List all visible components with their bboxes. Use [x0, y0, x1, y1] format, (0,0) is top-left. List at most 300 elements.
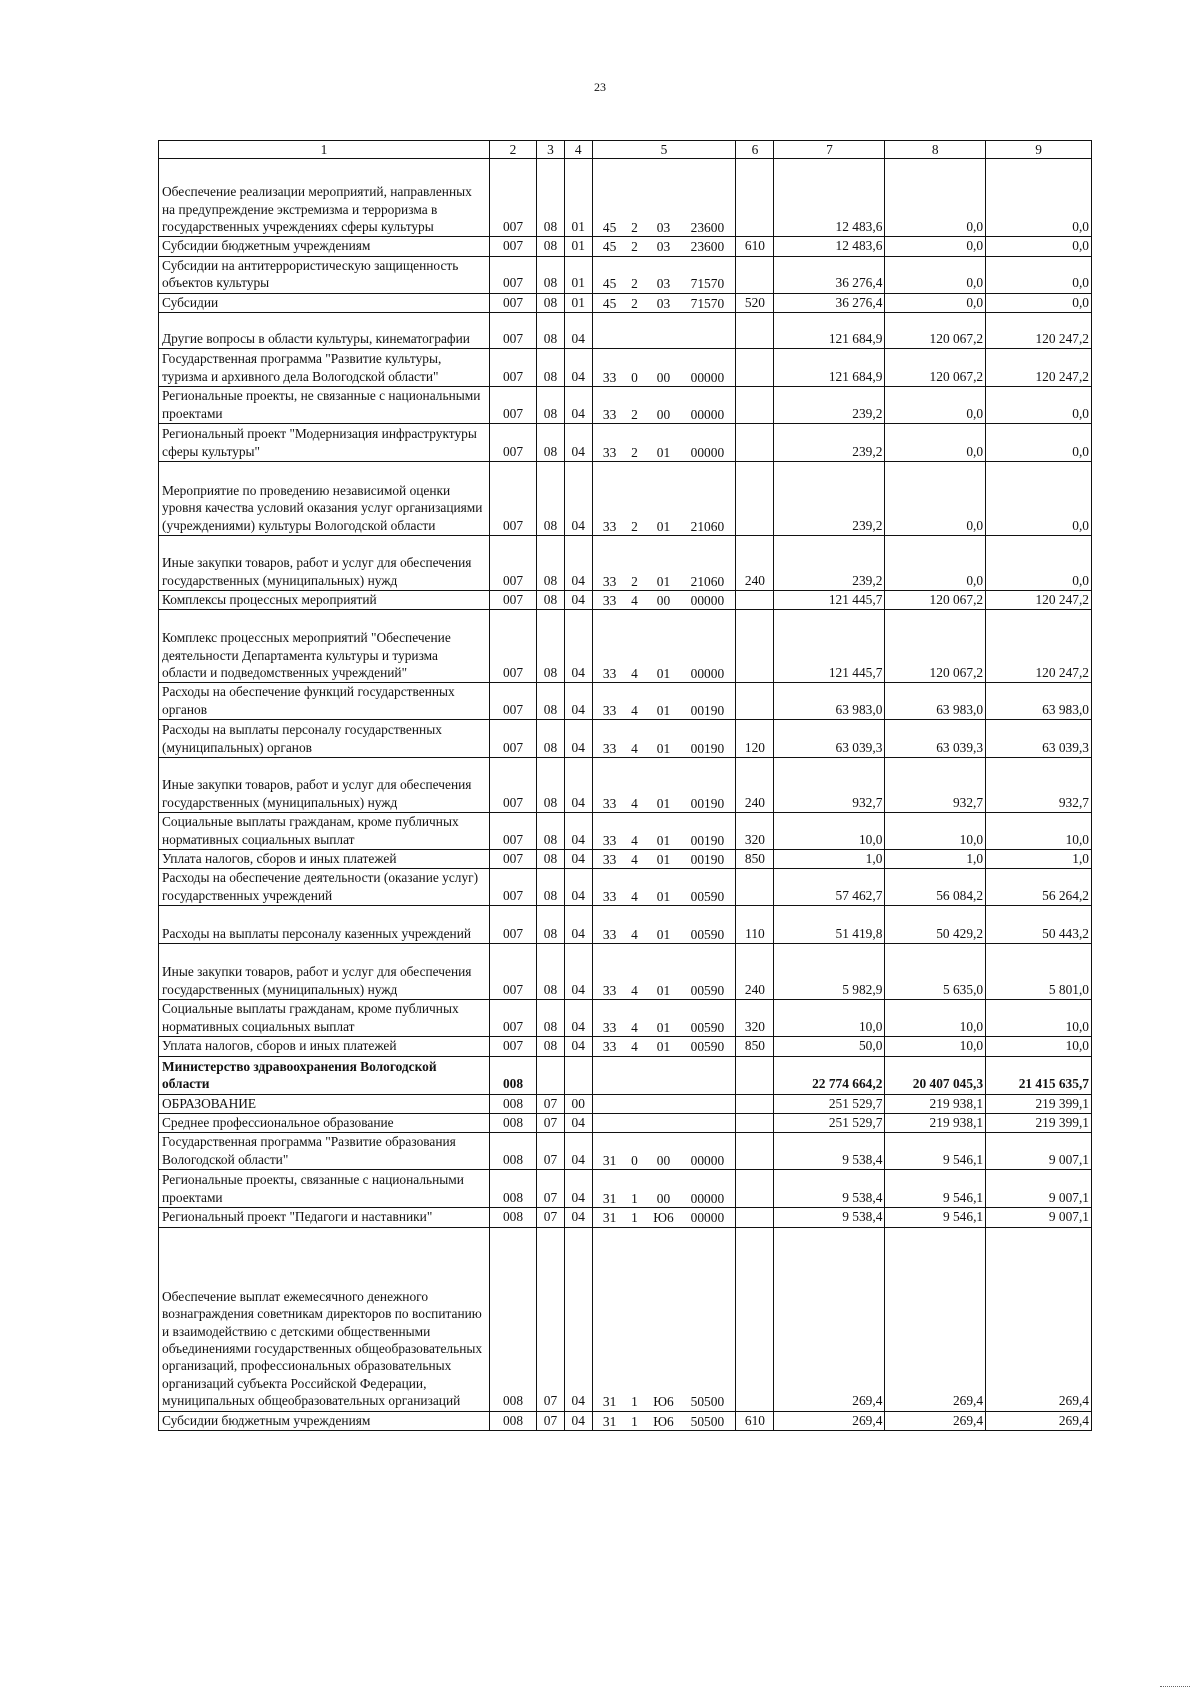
- target-code-part: 00000: [690, 665, 725, 681]
- target-code-part: 03: [656, 220, 671, 235]
- row-code-cell: 07: [537, 1094, 565, 1113]
- row-code-cell: 007: [489, 590, 536, 609]
- row-amount-cell: 121 684,9: [774, 349, 885, 387]
- row-code-cell: 04: [564, 313, 592, 349]
- target-code-part: 2: [631, 444, 638, 460]
- table-row: [159, 1208, 1092, 1227]
- target-code-part: 4: [631, 832, 638, 848]
- row-code-cell: 04: [564, 1037, 592, 1056]
- row-target-code-cell: [592, 313, 736, 349]
- target-code-part: 33: [602, 665, 617, 681]
- row-code-cell: 007: [489, 535, 536, 590]
- table-row: [159, 1227, 1092, 1411]
- target-code-part: 4: [631, 795, 638, 811]
- target-code-part: 71570: [690, 276, 725, 292]
- row-amount-cell: 239,2: [774, 461, 885, 535]
- row-code-cell: 008: [489, 1208, 536, 1227]
- target-code-part: 4: [631, 1019, 638, 1035]
- row-amount-cell: 120 067,2: [885, 610, 986, 683]
- row-amount-cell: 0,0: [885, 293, 986, 312]
- target-code-part: 01: [656, 926, 671, 942]
- row-target-code-cell: [592, 683, 736, 720]
- header-cell: 5: [592, 141, 736, 159]
- row-code-cell: 04: [564, 1000, 592, 1037]
- target-code-part: 33: [602, 926, 617, 942]
- row-code-cell: 007: [489, 313, 536, 349]
- header-row: [159, 141, 1092, 159]
- target-code-part: 50500: [690, 1413, 725, 1429]
- row-amount-cell: 9 007,1: [986, 1133, 1092, 1170]
- row-amount-cell: 121 445,7: [774, 610, 885, 683]
- row-code-cell: 007: [489, 159, 536, 237]
- target-code-part: 33: [602, 573, 617, 589]
- row-code-cell: 01: [564, 256, 592, 293]
- target-code-part: 21060: [690, 518, 725, 534]
- row-expense-type-cell: 320: [736, 813, 774, 850]
- row-target-code-cell: [592, 293, 736, 312]
- row-code-cell: 07: [537, 1227, 565, 1411]
- row-name-cell: Обеспечение выплат ежемесячного денежного вознаграждения советникам директоров по воспитанию и взаимодействию с детскими общественными объединениями государственных общеобразовательных организаций, профессиональных образовательных организаций субъекта Российской Федерации, муниципальных общеобразовательных организаций: [159, 1227, 490, 1411]
- row-amount-cell: 10,0: [885, 1000, 986, 1037]
- target-code-part: 03: [656, 276, 671, 292]
- target-code-part: 4: [631, 1039, 638, 1055]
- target-code-part: 01: [656, 1039, 671, 1055]
- header-cell: 7: [774, 141, 885, 159]
- target-code-part: Ю6: [653, 1413, 674, 1429]
- target-code-part: 21060: [690, 573, 725, 589]
- row-amount-cell: 251 529,7: [774, 1114, 885, 1133]
- row-target-code-cell: [592, 906, 736, 944]
- row-expense-type-cell: [736, 313, 774, 349]
- row-name-cell: Комплекс процессных мероприятий "Обеспечение деятельности Департамента культуры и туризма области и подведомственных учреждений": [159, 610, 490, 683]
- target-code-part: 00000: [690, 1152, 725, 1168]
- target-code-part: 01: [656, 573, 671, 589]
- row-expense-type-cell: [736, 1133, 774, 1170]
- target-code-part: 2: [631, 220, 638, 235]
- row-expense-type-cell: 520: [736, 293, 774, 312]
- row-code-cell: 04: [564, 683, 592, 720]
- target-code-part: 31: [602, 1210, 617, 1226]
- row-code-cell: 08: [537, 1037, 565, 1056]
- row-expense-type-cell: [736, 387, 774, 424]
- table-row: [159, 423, 1092, 461]
- row-amount-cell: 0,0: [986, 159, 1092, 237]
- row-amount-cell: 63 983,0: [774, 683, 885, 720]
- row-target-code-cell: [592, 1000, 736, 1037]
- table-row: [159, 1000, 1092, 1037]
- table-row: [159, 535, 1092, 590]
- row-name-cell: Мероприятие по проведению независимой оценки уровня качества условий оказания услуг организациями (учреждениями) культуры Вологодской области: [159, 461, 490, 535]
- target-code-part: 01: [656, 665, 671, 681]
- row-code-cell: 08: [537, 906, 565, 944]
- row-expense-type-cell: [736, 869, 774, 906]
- row-name-cell: Социальные выплаты гражданам, кроме публичных нормативных социальных выплат: [159, 813, 490, 850]
- target-code-part: 01: [656, 888, 671, 904]
- row-code-cell: 08: [537, 813, 565, 850]
- row-amount-cell: 0,0: [986, 237, 1092, 256]
- target-code-part: 00190: [690, 740, 725, 756]
- row-amount-cell: 251 529,7: [774, 1094, 885, 1113]
- target-code-part: 4: [631, 702, 638, 718]
- row-code-cell: 08: [537, 461, 565, 535]
- target-code-part: 33: [602, 852, 617, 868]
- row-code-cell: 007: [489, 850, 536, 869]
- target-code-part: 00190: [690, 795, 725, 811]
- row-expense-type-cell: 110: [736, 906, 774, 944]
- row-target-code-cell: [592, 720, 736, 758]
- table-row: [159, 1094, 1092, 1113]
- row-amount-cell: 0,0: [885, 237, 986, 256]
- row-amount-cell: 269,4: [885, 1411, 986, 1430]
- row-amount-cell: 1,0: [986, 850, 1092, 869]
- target-code-part: 2: [631, 573, 638, 589]
- row-code-cell: 04: [564, 906, 592, 944]
- row-expense-type-cell: [736, 349, 774, 387]
- row-target-code-cell: [592, 423, 736, 461]
- row-name-cell: Расходы на выплаты персоналу казенных учреждений: [159, 906, 490, 944]
- row-name-cell: Государственная программа "Развитие культуры, туризма и архивного дела Вологодской области": [159, 349, 490, 387]
- row-amount-cell: 0,0: [986, 256, 1092, 293]
- row-code-cell: 04: [564, 1227, 592, 1411]
- header-cell: 1: [159, 141, 490, 159]
- row-code-cell: 04: [564, 1133, 592, 1170]
- row-code-cell: 01: [564, 237, 592, 256]
- row-name-cell: Субсидии на антитеррористическую защищенность объектов культуры: [159, 256, 490, 293]
- row-name-cell: Иные закупки товаров, работ и услуг для обеспечения государственных (муниципальных) нужд: [159, 758, 490, 813]
- row-code-cell: 07: [537, 1170, 565, 1208]
- row-amount-cell: 239,2: [774, 387, 885, 424]
- row-name-cell: Региональные проекты, не связанные с национальными проектами: [159, 387, 490, 424]
- target-code-part: 33: [602, 592, 617, 608]
- target-code-part: 45: [602, 276, 617, 292]
- row-amount-cell: 63 039,3: [885, 720, 986, 758]
- row-amount-cell: 9 007,1: [986, 1170, 1092, 1208]
- row-code-cell: 007: [489, 237, 536, 256]
- target-code-part: 33: [602, 1019, 617, 1035]
- row-name-cell: Региональный проект "Модернизация инфраструктуры сферы культуры": [159, 423, 490, 461]
- target-code-part: 23600: [690, 220, 725, 235]
- row-amount-cell: 9 538,4: [774, 1208, 885, 1227]
- row-code-cell: 008: [489, 1094, 536, 1113]
- target-code-part: 00590: [690, 982, 725, 998]
- row-amount-cell: 50,0: [774, 1037, 885, 1056]
- target-code-part: 31: [602, 1190, 617, 1206]
- row-code-cell: 007: [489, 720, 536, 758]
- table-row: [159, 1133, 1092, 1170]
- row-name-cell: Субсидии бюджетным учреждениям: [159, 1411, 490, 1430]
- row-amount-cell: 12 483,6: [774, 237, 885, 256]
- table-row: [159, 159, 1092, 237]
- row-amount-cell: 0,0: [885, 387, 986, 424]
- table-row: [159, 237, 1092, 256]
- row-amount-cell: 63 983,0: [986, 683, 1092, 720]
- row-amount-cell: 120 247,2: [986, 590, 1092, 609]
- row-amount-cell: 0,0: [885, 256, 986, 293]
- row-code-cell: 04: [564, 349, 592, 387]
- target-code-part: 00590: [690, 926, 725, 942]
- row-amount-cell: 120 067,2: [885, 313, 986, 349]
- row-target-code-cell: [592, 758, 736, 813]
- header-cell: 9: [986, 141, 1092, 159]
- row-code-cell: 04: [564, 850, 592, 869]
- row-amount-cell: 0,0: [885, 159, 986, 237]
- row-code-cell: 007: [489, 906, 536, 944]
- target-code-part: 33: [602, 982, 617, 998]
- target-code-part: 4: [631, 982, 638, 998]
- row-name-cell: Обеспечение реализации мероприятий, направленных на предупреждение экстремизма и терроризма в государственных учреждениях сферы культуры: [159, 159, 490, 237]
- row-code-cell: 007: [489, 813, 536, 850]
- row-expense-type-cell: [736, 1227, 774, 1411]
- table-row: [159, 293, 1092, 312]
- row-name-cell: Уплата налогов, сборов и иных платежей: [159, 1037, 490, 1056]
- row-name-cell: Региональный проект "Педагоги и наставники": [159, 1208, 490, 1227]
- target-code-part: 00190: [690, 832, 725, 848]
- target-code-part: 31: [602, 1394, 617, 1410]
- row-code-cell: 08: [537, 869, 565, 906]
- row-code-cell: 08: [537, 423, 565, 461]
- row-target-code-cell: [592, 159, 736, 237]
- target-code-part: 2: [631, 295, 638, 311]
- target-code-part: 33: [602, 444, 617, 460]
- row-amount-cell: 57 462,7: [774, 869, 885, 906]
- row-target-code-cell: [592, 461, 736, 535]
- row-code-cell: 04: [564, 869, 592, 906]
- table-row: [159, 387, 1092, 424]
- row-code-cell: 007: [489, 869, 536, 906]
- row-name-cell: Субсидии: [159, 293, 490, 312]
- target-code-part: 00000: [690, 444, 725, 460]
- target-code-part: 33: [602, 369, 617, 385]
- row-code-cell: 08: [537, 237, 565, 256]
- row-amount-cell: 120 067,2: [885, 349, 986, 387]
- row-amount-cell: 10,0: [885, 1037, 986, 1056]
- row-expense-type-cell: 240: [736, 758, 774, 813]
- target-code-part: 31: [602, 1152, 617, 1168]
- target-code-part: 00: [656, 1190, 671, 1206]
- row-amount-cell: 22 774 664,2: [774, 1056, 885, 1094]
- row-target-code-cell: [592, 944, 736, 1000]
- target-code-part: 03: [656, 295, 671, 311]
- target-code-part: 03: [656, 239, 671, 255]
- row-amount-cell: 63 983,0: [885, 683, 986, 720]
- row-amount-cell: 269,4: [774, 1411, 885, 1430]
- row-target-code-cell: [592, 387, 736, 424]
- target-code-part: 1: [631, 1210, 638, 1226]
- target-code-part: 2: [631, 518, 638, 534]
- row-amount-cell: 50 429,2: [885, 906, 986, 944]
- row-code-cell: 08: [537, 256, 565, 293]
- row-target-code-cell: [592, 610, 736, 683]
- target-code-part: 45: [602, 239, 617, 255]
- row-target-code-cell: [592, 1208, 736, 1227]
- row-name-cell: Уплата налогов, сборов и иных платежей: [159, 850, 490, 869]
- target-code-part: 1: [631, 1190, 638, 1206]
- row-amount-cell: 0,0: [885, 535, 986, 590]
- table-row: [159, 590, 1092, 609]
- table-row: [159, 256, 1092, 293]
- row-amount-cell: 120 067,2: [885, 590, 986, 609]
- target-code-part: 01: [656, 982, 671, 998]
- row-target-code-cell: [592, 1133, 736, 1170]
- row-amount-cell: 0,0: [986, 461, 1092, 535]
- row-amount-cell: 120 247,2: [986, 610, 1092, 683]
- row-amount-cell: 36 276,4: [774, 256, 885, 293]
- row-amount-cell: 219 938,1: [885, 1114, 986, 1133]
- target-code-part: 0: [631, 369, 638, 385]
- row-expense-type-cell: [736, 610, 774, 683]
- row-code-cell: 04: [564, 610, 592, 683]
- target-code-part: 00: [656, 592, 671, 608]
- row-name-cell: Комплексы процессных мероприятий: [159, 590, 490, 609]
- target-code-part: 00000: [690, 406, 725, 422]
- page-number: 23: [594, 80, 606, 94]
- row-amount-cell: 219 399,1: [986, 1094, 1092, 1113]
- target-code-part: 00: [656, 1152, 671, 1168]
- target-code-part: Ю6: [653, 1210, 674, 1226]
- row-code-cell: 04: [564, 387, 592, 424]
- row-code-cell: 08: [537, 293, 565, 312]
- row-amount-cell: 10,0: [885, 813, 986, 850]
- row-name-cell: Другие вопросы в области культуры, кинематографии: [159, 313, 490, 349]
- row-amount-cell: 9 546,1: [885, 1133, 986, 1170]
- target-code-part: 33: [602, 406, 617, 422]
- row-code-cell: 08: [537, 610, 565, 683]
- row-name-cell: Региональные проекты, связанные с национальными проектами: [159, 1170, 490, 1208]
- row-target-code-cell: [592, 256, 736, 293]
- target-code-part: 33: [602, 740, 617, 756]
- row-code-cell: 00: [564, 1094, 592, 1113]
- target-code-part: 4: [631, 852, 638, 868]
- row-expense-type-cell: [736, 159, 774, 237]
- target-code-part: 00190: [690, 852, 725, 868]
- row-expense-type-cell: 850: [736, 1037, 774, 1056]
- row-amount-cell: 269,4: [885, 1227, 986, 1411]
- row-amount-cell: 12 483,6: [774, 159, 885, 237]
- target-code-part: 33: [602, 702, 617, 718]
- row-code-cell: 08: [537, 349, 565, 387]
- row-name-cell: Расходы на обеспечение деятельности (оказание услуг) государственных учреждений: [159, 869, 490, 906]
- row-target-code-cell: [592, 590, 736, 609]
- target-code-part: 00190: [690, 702, 725, 718]
- row-code-cell: 04: [564, 423, 592, 461]
- row-code-cell: 08: [537, 1000, 565, 1037]
- row-amount-cell: 932,7: [774, 758, 885, 813]
- row-amount-cell: 932,7: [885, 758, 986, 813]
- row-name-cell: Расходы на обеспечение функций государственных органов: [159, 683, 490, 720]
- row-amount-cell: 0,0: [986, 423, 1092, 461]
- target-code-part: 33: [602, 888, 617, 904]
- target-code-part: 2: [631, 276, 638, 292]
- table-row: [159, 610, 1092, 683]
- row-amount-cell: 219 938,1: [885, 1094, 986, 1113]
- row-amount-cell: 121 445,7: [774, 590, 885, 609]
- row-expense-type-cell: 240: [736, 535, 774, 590]
- table-row: [159, 349, 1092, 387]
- target-code-part: 00: [656, 406, 671, 422]
- row-code-cell: 008: [489, 1170, 536, 1208]
- row-amount-cell: 120 247,2: [986, 349, 1092, 387]
- row-target-code-cell: [592, 850, 736, 869]
- target-code-part: 4: [631, 888, 638, 904]
- row-code-cell: 07: [537, 1411, 565, 1430]
- target-code-part: 00590: [690, 1019, 725, 1035]
- target-code-part: 23600: [690, 239, 725, 255]
- row-code-cell: 08: [537, 720, 565, 758]
- row-code-cell: 007: [489, 461, 536, 535]
- row-target-code-cell: [592, 869, 736, 906]
- target-code-part: 01: [656, 518, 671, 534]
- row-code-cell: 08: [537, 758, 565, 813]
- table-row: [159, 906, 1092, 944]
- table-row: [159, 461, 1092, 535]
- row-code-cell: [537, 1056, 565, 1094]
- row-name-cell: Среднее профессиональное образование: [159, 1114, 490, 1133]
- budget-table: [158, 140, 1092, 1431]
- row-code-cell: 007: [489, 1000, 536, 1037]
- row-expense-type-cell: [736, 683, 774, 720]
- row-code-cell: 08: [537, 159, 565, 237]
- row-amount-cell: 5 801,0: [986, 944, 1092, 1000]
- row-code-cell: 08: [537, 590, 565, 609]
- target-code-part: 33: [602, 518, 617, 534]
- row-code-cell: 04: [564, 1170, 592, 1208]
- row-code-cell: 04: [564, 1114, 592, 1133]
- row-code-cell: 01: [564, 293, 592, 312]
- row-amount-cell: 9 546,1: [885, 1208, 986, 1227]
- row-target-code-cell: [592, 1056, 736, 1094]
- row-target-code-cell: [592, 349, 736, 387]
- target-code-part: 01: [656, 795, 671, 811]
- row-amount-cell: 9 546,1: [885, 1170, 986, 1208]
- row-code-cell: 008: [489, 1411, 536, 1430]
- row-amount-cell: 1,0: [885, 850, 986, 869]
- target-code-part: 31: [602, 1413, 617, 1429]
- row-expense-type-cell: 850: [736, 850, 774, 869]
- row-code-cell: 04: [564, 590, 592, 609]
- header-cell: 3: [537, 141, 565, 159]
- target-code-part: 1: [631, 1413, 638, 1429]
- target-code-part: 01: [656, 444, 671, 460]
- target-code-part: 1: [631, 1394, 638, 1410]
- row-expense-type-cell: [736, 1208, 774, 1227]
- row-name-cell: Иные закупки товаров, работ и услуг для обеспечения государственных (муниципальных) нужд: [159, 944, 490, 1000]
- target-code-part: Ю6: [653, 1394, 674, 1410]
- target-code-part: 00000: [690, 369, 725, 385]
- row-amount-cell: 121 684,9: [774, 313, 885, 349]
- row-code-cell: 04: [564, 944, 592, 1000]
- row-amount-cell: 120 247,2: [986, 313, 1092, 349]
- row-expense-type-cell: 610: [736, 237, 774, 256]
- row-target-code-cell: [592, 237, 736, 256]
- target-code-part: 33: [602, 1039, 617, 1055]
- row-name-cell: Министерство здравоохранения Вологодской области: [159, 1056, 490, 1094]
- row-amount-cell: 932,7: [986, 758, 1092, 813]
- row-amount-cell: 21 415 635,7: [986, 1056, 1092, 1094]
- target-code-part: 01: [656, 832, 671, 848]
- target-code-part: 2: [631, 406, 638, 422]
- row-amount-cell: 10,0: [774, 813, 885, 850]
- row-amount-cell: 219 399,1: [986, 1114, 1092, 1133]
- row-amount-cell: 20 407 045,3: [885, 1056, 986, 1094]
- row-amount-cell: 9 538,4: [774, 1170, 885, 1208]
- table-row: [159, 1170, 1092, 1208]
- row-expense-type-cell: [736, 423, 774, 461]
- target-code-part: 00590: [690, 1039, 725, 1055]
- row-code-cell: 04: [564, 813, 592, 850]
- row-amount-cell: 239,2: [774, 423, 885, 461]
- row-code-cell: 007: [489, 423, 536, 461]
- header-cell: 8: [885, 141, 986, 159]
